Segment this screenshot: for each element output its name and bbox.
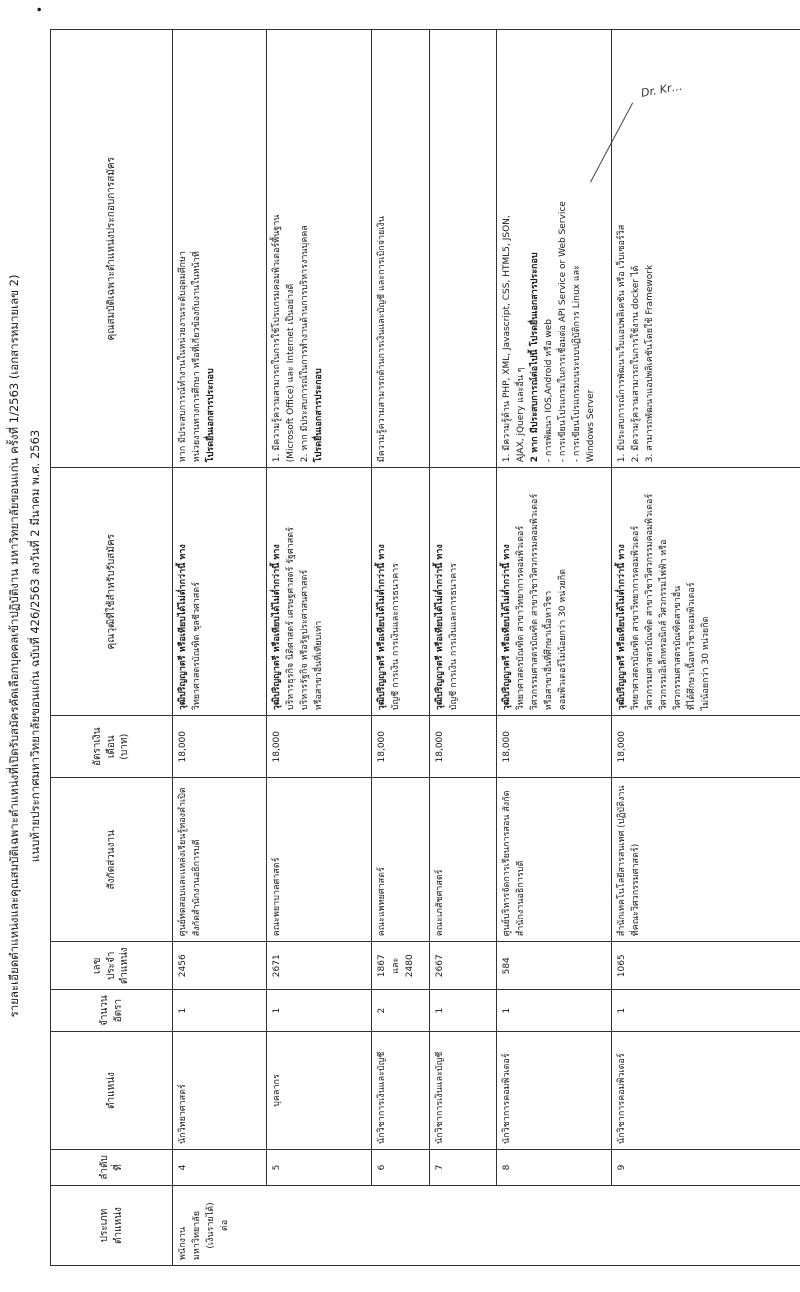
cell-count: 1 — [612, 990, 800, 1032]
cell-position: นักวิชาการคอมพิวเตอร์ — [612, 1032, 800, 1150]
cell-pos-id: 2671 — [267, 942, 372, 990]
cell-spec — [612, 30, 800, 468]
cell-unit: ศูนย์ทดสอบและแหล่งเรียนรู้ทองคำเปิด สังกัดสำนักงานอธิการบดี — [173, 778, 267, 942]
text-line: วุฒิปริญญาตรี หรือเทียบได้ไม่ต่ำกว่านี้ ทาง — [377, 544, 387, 711]
cell-pos-id: 2667 — [430, 942, 497, 990]
text-line: 1. มีความรู้ความสามารถในการใช้โปรแกรมคอมพิวเตอร์พื้นฐาน — [272, 214, 282, 463]
cell-no: 9 — [612, 1150, 800, 1186]
cell-spec — [173, 30, 267, 468]
cell-qual — [612, 468, 800, 716]
text-line: วิศวกรรมศาสตรบัณฑิต สาขาวิชาวิศวกรรมคอมพิวเตอร์ — [644, 493, 655, 711]
text-line: วุฒิปริญญาตรี หรือเทียบได้ไม่ต่ำกว่านี้ ทาง — [178, 544, 188, 711]
cell-position: นักวิชาการเงินและบัญชี — [372, 1032, 430, 1150]
cell-qual — [372, 468, 430, 716]
text-line: วิทยาศาสตรบัณฑิต ชุลชีวศาสตร์ — [191, 582, 202, 711]
cell-qual — [497, 468, 612, 716]
text-line: ที่ได้ศึกษาเนื้อหาวิชาคอมพิวเตอร์ — [686, 582, 697, 711]
text-line: - การพัฒนา IOS,Android หรือ web — [543, 319, 554, 463]
cell-count: 1 — [173, 990, 267, 1032]
header-specific: คุณสมบัติเฉพาะตำแหน่งประกอบการสมัคร — [51, 30, 173, 468]
cell-pos-id: 584 — [497, 942, 612, 990]
text-line: หาก มีประสบการณ์ทำงานในหน่วยงานระดับอุดมศึกษา — [178, 251, 188, 463]
header-pos-id: เลขประจำตำแหน่ง — [51, 942, 173, 990]
table-row — [497, 30, 612, 1266]
cell-unit: สำนักเทคโนโลยีสารสนเทศ (ปฏิบัติงานที่คณะวิศวกรรมศาสตร์) — [612, 778, 800, 942]
header-salary: อัตราเงินเดือน (บาท) — [51, 716, 173, 778]
table-row — [173, 30, 267, 1266]
corner-mark: • — [33, 5, 47, 13]
text-line: 1. มีประสบการณ์การพัฒนาเว็บแอปพลิเคชัน หรือ เว็บเซอร์วิส — [617, 224, 627, 463]
cell-count: 1 — [430, 990, 497, 1032]
cell-position: นักวิทยาศาสตร์ — [173, 1032, 267, 1150]
type-cell — [173, 1186, 800, 1266]
cell-no: 8 — [497, 1150, 612, 1186]
text-line: Windows Server — [585, 389, 596, 463]
text-line: บริหารรัฐกิจ หรือรัฐประศาสนศาสตร์ — [299, 569, 310, 711]
cell-unit: ศูนย์บริหารจัดการเรียนการสอน สังกัดสำนักงานอธิการบดี — [497, 778, 612, 942]
text-line: บัญชี การเงิน การเงินและการธนาคาร — [390, 563, 401, 711]
cell-unit: คณะแพทยศาสตร์ — [372, 778, 430, 942]
text-line: หรือสาขาอื่นที่เทียบเท่า — [313, 620, 324, 711]
header-type: ประเภทตำแหน่ง — [51, 1186, 173, 1266]
positions-table — [50, 29, 800, 1266]
text-line: วิทยาศาสตรบัณฑิต สาขาวิทยาการคอมพิวเตอร์ — [515, 525, 526, 711]
cell-position: นักวิชาการคอมพิวเตอร์ — [497, 1032, 612, 1150]
header-position: ตำแหน่ง — [51, 1032, 173, 1150]
cell-position: นักวิชาการเงินและบัญชี — [430, 1032, 497, 1150]
cell-count: 1 — [267, 990, 372, 1032]
text-line: วุฒิปริญญาตรี หรือเทียบได้ไม่ต่ำกว่านี้ ทาง — [435, 544, 445, 711]
cell-pos-id: 1867 และ 2480 — [372, 942, 430, 990]
cell-pos-id: 2456 — [173, 942, 267, 990]
text-line: วิศวกรรมศาสตรบัณฑิตสาขาอื่น — [672, 585, 683, 711]
text-line: 2. หาก มีประสบการณ์ในการทำงานด้านการบริหารงานบุคคล — [299, 225, 310, 463]
text-line: คอมพิวเตอร์ไม่น้อยกว่า 30 หน่วยกิต — [557, 569, 568, 711]
header-qualification: คุณวุฒิที่ใช้สำหรับรับสมัคร — [51, 468, 173, 716]
cell-no: 4 — [173, 1150, 267, 1186]
cell-count: 1 — [497, 990, 612, 1032]
table-header-row — [51, 30, 173, 1266]
cell-no: 6 — [372, 1150, 430, 1186]
cell-salary: 18,000 — [372, 716, 430, 778]
type-line: ต่อ — [219, 1219, 230, 1232]
cell-qual — [267, 468, 372, 716]
text-line: โปรดยื่นเอกสารประกอบ — [205, 368, 216, 463]
text-line: วิศวกรรมอิเล็กทรอนิกส์ วิศวกรรมไฟฟ้า หรือ — [658, 539, 669, 711]
cell-salary: 18,000 — [430, 716, 497, 778]
text-line: หน่วยงานทางการศึกษา หรือที่เกี่ยวข้องกับงานในหน้าที่ — [191, 251, 202, 463]
header-unit: สังกัดส่วนงาน — [51, 778, 173, 942]
header-count: จำนวนอัตรา — [51, 990, 173, 1032]
text-line: วุฒิปริญญาตรี หรือเทียบได้ไม่ต่ำกว่านี้ ทาง — [272, 544, 282, 711]
cell-unit: คณะเภสัชศาสตร์ — [430, 778, 497, 942]
text-line: หรือสาขาอื่นที่ศึกษาเนื้อหาวิชา — [543, 590, 554, 711]
cell-spec — [430, 30, 497, 468]
cell-pos-id: 1065 — [612, 942, 800, 990]
cell-unit: คณะพยาบาลศาสตร์ — [267, 778, 372, 942]
cell-spec — [372, 30, 430, 468]
text-line: 1. มีความรู้ด้าน PHP, XML, Javascript, CSS, HTML5, JSON, — [502, 215, 512, 463]
cell-salary: 18,000 — [267, 716, 372, 778]
text-line: บัญชี การเงิน การเงินและการธนาคาร — [448, 563, 459, 711]
type-line: (เงินรายได้) — [205, 1202, 216, 1249]
table-row — [372, 30, 430, 1266]
text-line: - การเขียนโปรแกรมในการเชื่อมต่อ API Service or Web Service — [557, 201, 568, 463]
cell-no: 5 — [267, 1150, 372, 1186]
cell-spec — [497, 30, 612, 468]
type-line: พนักงานมหาวิทยาลัย — [178, 1210, 202, 1260]
document-title: รายละเอียดตำแหน่งและคุณสมบัติเฉพาะตำแหน่งที่เปิดรับสมัครคัดเลือกบุคคลเข้าปฏิบัติงาน มหาวิทยาลัยขอนแก่น ครั้งที่ 1/2563 (เอกสารหมายเลข 2) — [7, 274, 21, 1018]
text-line: โปรดยื่นเอกสารประกอบ — [313, 368, 324, 463]
text-line: 3. สามารถพัฒนาแอปพลิเคชันโดยใช้ Framework — [644, 264, 655, 463]
text-line: บริหารธุรกิจ นิติศาสตร์ เศรษฐศาสตร์ รัฐศาสตร์ — [285, 527, 296, 711]
text-line: AJAX, jQuery และอื่น ๆ — [515, 367, 526, 463]
document-subtitle: แนบท้ายประกาศมหาวิทยาลัยขอนแก่น ฉบับที่ 426/2563 ลงวันที่ 2 มีนาคม พ.ศ. 2563 — [28, 429, 42, 863]
text-line: - การเขียนโปรแกรมบนระบบปฏิบัติการ Linux และ — [571, 265, 582, 463]
cell-qual — [173, 468, 267, 716]
cell-salary: 18,000 — [497, 716, 612, 778]
cell-count: 2 — [372, 990, 430, 1032]
cell-salary: 18,000 — [612, 716, 800, 778]
text-line: 2. มีความรู้ความสามารถในการใช้งาน docker ได้ — [630, 265, 641, 463]
cell-no: 7 — [430, 1150, 497, 1186]
table-row — [612, 30, 800, 1266]
text-line: วุฒิปริญญาตรี หรือเทียบได้ไม่ต่ำกว่านี้ ทาง — [617, 544, 627, 711]
text-line: 2 หาก มีประสบการณ์ต่อไปนี้ โปรดยื่นเอกสารประกอบ — [529, 252, 540, 463]
cell-qual — [430, 468, 497, 716]
text-line: ไม่น้อยกว่า 30 หน่วยกิต — [700, 616, 711, 711]
text-line: (Microsoft Office) และ Internet เป็นอย่างดี — [285, 283, 296, 463]
cell-spec — [267, 30, 372, 468]
table-row — [430, 30, 497, 1266]
text-line: วิทยาศาสตรบัณฑิต สาขาวิทยาการคอมพิวเตอร์ — [630, 525, 641, 711]
cell-salary: 18,000 — [173, 716, 267, 778]
cell-position: บุคลากร — [267, 1032, 372, 1150]
text-line: วิศวกรรมศาสตรบัณฑิต สาขาวิชาวิศวกรรมคอมพิวเตอร์ — [529, 493, 540, 711]
text-line: มีความรู้ความสามารถด้านการเงินและบัญชี และการเบิกจ่ายเงิน — [377, 216, 387, 463]
header-no: ลำดับที่ — [51, 1150, 173, 1186]
text-line: วุฒิปริญญาตรี หรือเทียบได้ไม่ต่ำกว่านี้ ทาง — [502, 544, 512, 711]
table-row — [267, 30, 372, 1266]
handwritten-signature: Dr. Kr… — [640, 79, 684, 100]
